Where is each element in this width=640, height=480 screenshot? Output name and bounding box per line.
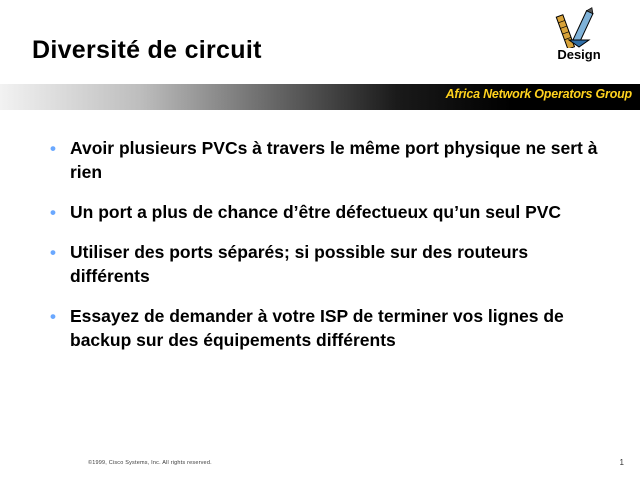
list-item (44, 200, 604, 224)
footer-copyright: ©1999, Cisco Systems, Inc. All rights reserved. (88, 460, 212, 466)
banner-title: Africa Network Operators Group (445, 87, 632, 101)
bullet-marker-icon: • (50, 139, 56, 158)
list-item-text: Essayez de demander à votre ISP de terminer vos lignes de backup sur des équipements différents (70, 306, 564, 350)
list-item (44, 304, 604, 352)
design-logo-caption: Design (557, 47, 601, 62)
list-item-text: Un port a plus de chance d’être défectueux qu’un seul PVC (70, 202, 562, 222)
footer-page-number: 1 (619, 458, 624, 467)
pencil-ruler-icon (555, 6, 603, 48)
bullet-marker-icon: • (50, 307, 56, 326)
page-title: Diversité de circuit (32, 36, 262, 64)
design-logo (536, 6, 622, 72)
bullet-marker-icon: • (50, 203, 56, 222)
list-item-text: Avoir plusieurs PVCs à travers le même port physique ne sert à rien (70, 138, 598, 182)
list-item (44, 240, 604, 288)
bullet-marker-icon: • (50, 243, 56, 262)
list-item-text: Utiliser des ports séparés; si possible sur des routeurs différents (70, 242, 529, 286)
list-item (44, 136, 604, 184)
bullet-list (44, 136, 604, 368)
